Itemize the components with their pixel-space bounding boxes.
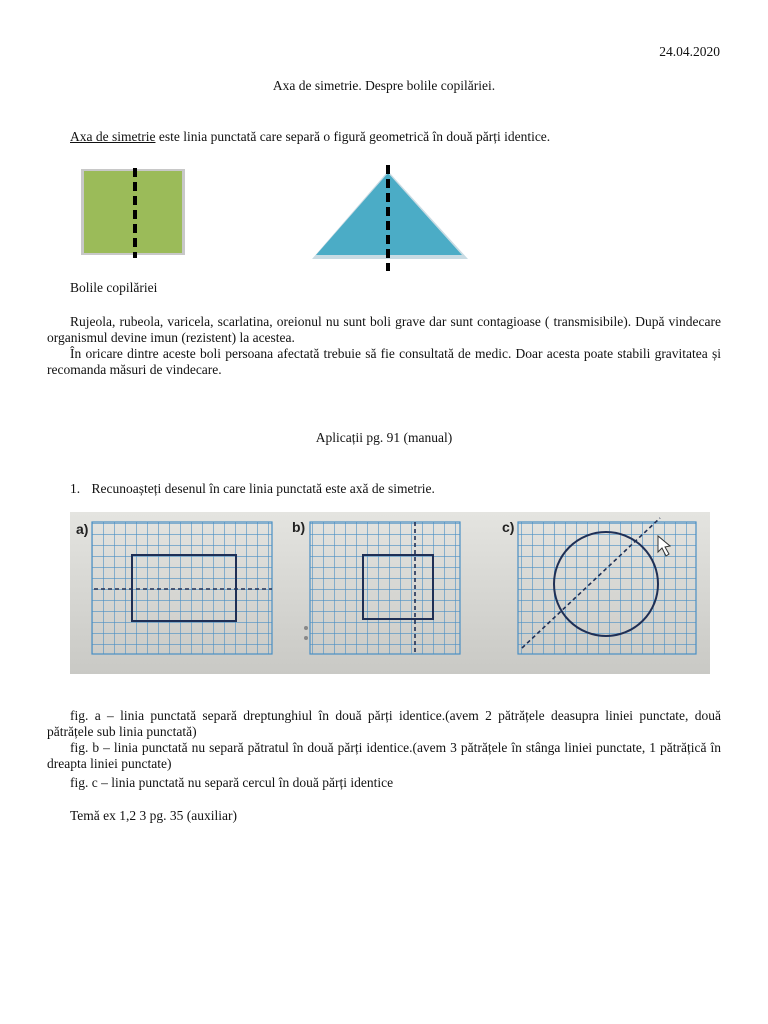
diseases-paragraph-1: Rujeola, rubeola, varicela, scarlatina, oreionul nu sunt boli grave dar sunt contagioase ( transmisibile). După vindecare organismul devine imun (rezistent) la acestea.: [47, 314, 721, 345]
definition-paragraph: [47, 129, 721, 145]
page-title: Axa de simetrie. Despre bolile copilăriei.: [272, 78, 496, 93]
panel-a: [92, 522, 272, 654]
exercise-item: [70, 481, 435, 497]
diseases-paragraph-2: În oricare dintre aceste boli persoana afectată trebuie să fie consultată de medic. Doar acesta poate stabili gravitatea și recomanda măsuri de vindecare.: [47, 346, 721, 377]
grid-photo-drawing: [70, 512, 710, 674]
applications-heading: Aplicații pg. 91 (manual): [315, 430, 453, 445]
textbook-photo: [70, 512, 710, 674]
exercise-text: Recunoașteți desenul în care linia punctată este axă de simetrie.: [91, 481, 435, 496]
answer-c: fig. c – linia punctată nu separă cercul în două părți identice: [70, 775, 394, 790]
exercise-number: 1.: [70, 481, 81, 496]
diseases-heading: Bolile copilăriei: [70, 280, 158, 295]
answer-b: fig. b – linia punctată nu separă pătratul în două părți identice.(avem 3 pătrățele în stânga liniei punctate, 1 pătrățică în dreapta liniei punctate): [47, 740, 721, 771]
definition-term: Axa de simetrie: [70, 129, 156, 144]
label-c: c): [502, 519, 515, 535]
panel-b: [310, 522, 460, 654]
label-b: b): [292, 519, 306, 535]
label-a: a): [76, 521, 89, 537]
triangle-figure: [310, 165, 472, 271]
answer-a: fig. a – linia punctată separă dreptunghiul în două părți identice.(avem 2 pătrățele deasupra liniei punctate, două pătrățele sub linia punctată): [47, 708, 721, 739]
homework: Temă ex 1,2 3 pg. 35 (auxiliar): [70, 808, 238, 823]
date: 24.04.2020: [659, 44, 720, 59]
definition-text: este linia punctată care separă o figură geometrică în două părți identice.: [155, 129, 551, 144]
panel-c: [518, 518, 696, 654]
square-figure: [80, 168, 188, 258]
